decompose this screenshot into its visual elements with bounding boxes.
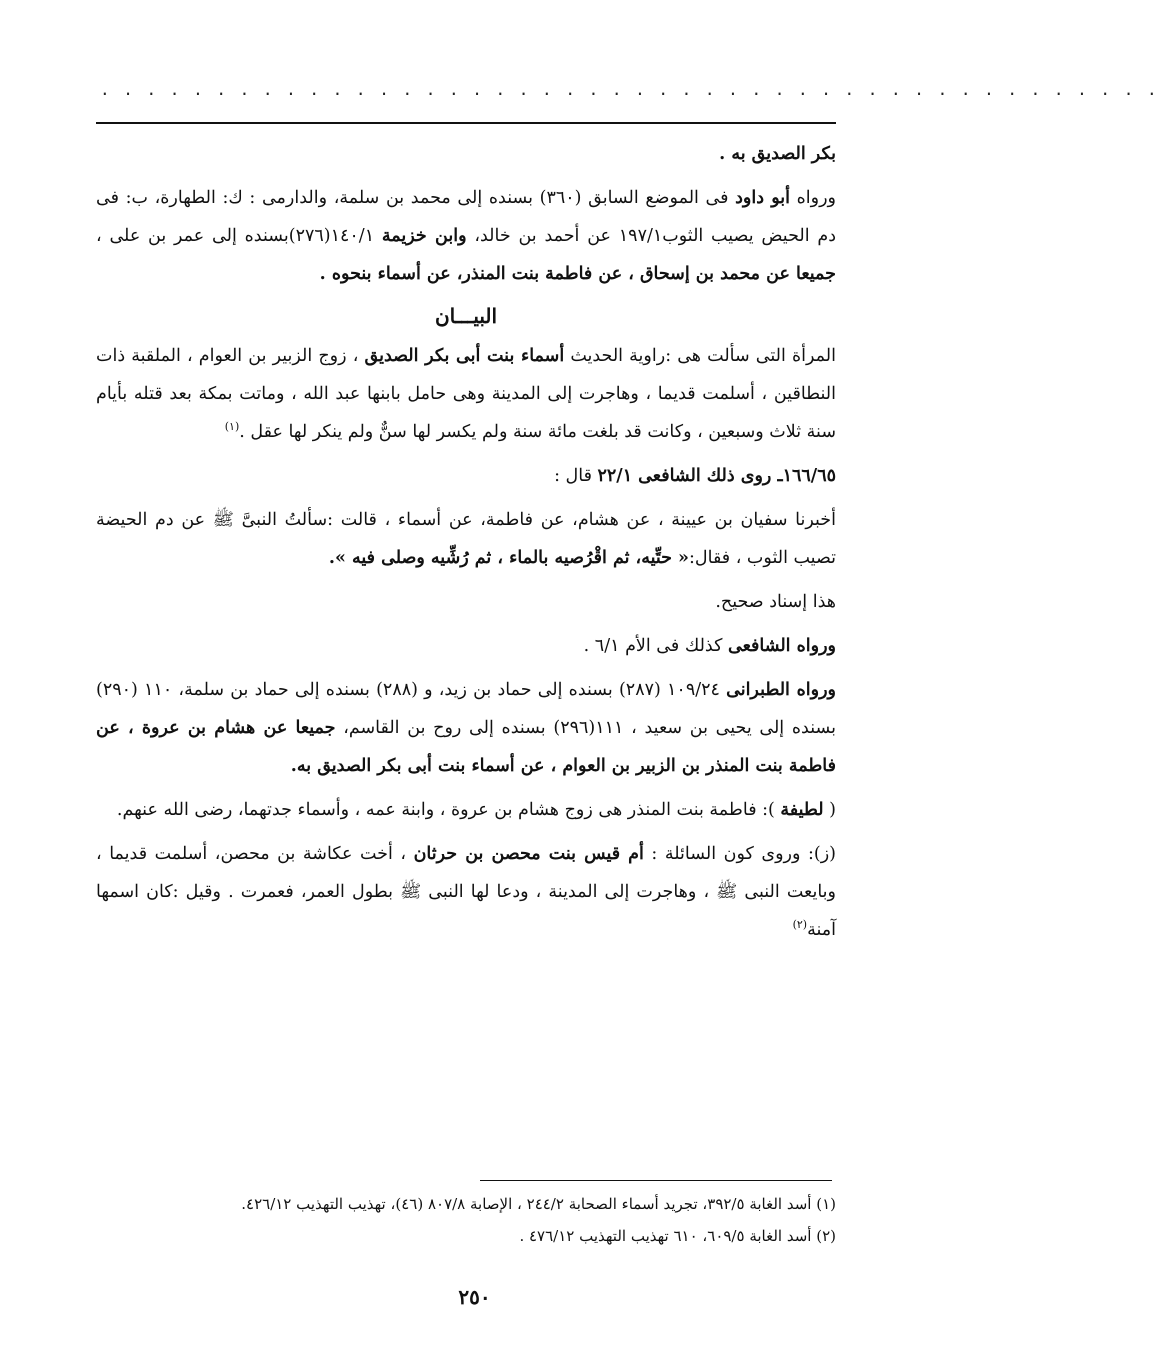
paragraph-zawaid — [96, 835, 836, 949]
text: أخبرنا سفيان بن عيينة ، عن هشام، عن فاطمة، عن أسماء ، قالت :سألتُ النبىَّ ﷺ عن دم الحيضة تصيب الثوب ، فقال: — [96, 510, 836, 568]
header-rule — [96, 122, 836, 124]
text: ): فاطمة بنت المنذر هى زوج هشام بن عروة ، وابنة عمه ، وأسماء جدتهما، رضى الله عنهم. — [116, 800, 781, 820]
text: ١٤٠/١(٢٧٦)بسنده إلى عمر بن على ، — [96, 226, 382, 246]
paragraph-abu-dawud — [96, 179, 836, 293]
hadith-number-line — [96, 457, 836, 495]
text: المرأة التى سألت هى :راوية الحديث — [564, 346, 836, 366]
section-heading: البيـــان — [434, 304, 498, 328]
footnote-1: (١) أسد الغابة ٣٩٢/٥، تجريد أسماء الصحابة ٢٤٤/٢ ، الإصابة ٨٠٧/٨ (٤٦)، تهذيب التهذيب ٤٢٦/١٢. — [241, 1195, 836, 1213]
text: قال : — [554, 466, 598, 486]
text-bold: وابن خزيمة — [381, 226, 467, 246]
text: ورواه — [789, 188, 837, 208]
text-bold: ورواه الشافعى — [727, 636, 836, 656]
text-bold: جميعا عن هشام بن عروة ، عن فاطمة بنت المنذر بن الزبير بن العوام ، عن أسماء بنت أبى بكر الصديق به. — [96, 718, 836, 776]
header-dotted-line: . . . . . . . . . . . . . . . . . . . . . . . . . . . . . . . . . . . . . . . . . . . . . . — [100, 80, 1159, 99]
text: ١٠٩/٢٤ (٢٨٧) بسنده إلى حماد بن زيد، و (٢٨٨) بسنده إلى حماد بن سلمة، ١١٠ (٢٩٠) بسنده إلى يحيى بن سعيد ، ١١١(٢٩٦) بسنده إلى روح بن القاسم، — [96, 680, 836, 738]
footnote-rule — [480, 1180, 832, 1181]
footnote-2: (٢) أسد الغابة ٦٠٩/٥، ٦١٠ تهذيب التهذيب ٤٧٦/١٢ . — [519, 1227, 836, 1245]
text-bold: لطيفة — [780, 800, 824, 820]
text: ، أخت عكاشة بن محصن، أسلمت قديما ، وبايعت النبى ﷺ ، وهاجرت إلى المدينة ، ودعا لها النبى ﷺ بطول العمر، فعمرت . وقيل :كان اسمها آمنة — [96, 844, 836, 940]
text: كذلك فى الأم ٦/١ . — [583, 636, 728, 656]
text-bold: أسماء بنت أبى بكر الصديق — [364, 346, 565, 366]
text: (ز): وروى كون السائلة : — [643, 844, 836, 864]
paragraph-latifa — [96, 791, 836, 829]
text-bold: « حتِّيه، ثم اقْرُصيه بالماء ، ثم رُشِّيه وصلى فيه ». — [328, 548, 689, 568]
paragraph-isnad — [96, 583, 836, 621]
text: ( — [823, 800, 836, 820]
text-bold: ورواه الطبرانى — [726, 680, 837, 700]
footnote-marker: (٢) — [792, 918, 808, 932]
paragraph-bayan — [96, 337, 836, 451]
text: هذا إسناد صحيح. — [715, 592, 836, 612]
text: فى الموضع السابق (٣٦٠) بسنده إلى محمد بن سلمة، والدارمى : ك: الطهارة، ب: فى دم الحيض يصيب الثوب١٩٧/١ عن أحمد بن خالد، — [96, 188, 836, 246]
footnote-marker: (١) — [224, 420, 240, 434]
paragraph-shafii — [96, 627, 836, 665]
text: ، زوج الزبير بن العوام ، الملقبة ذات النطاقين ، أسلمت قديما ، وهاجرت إلى المدينة وهى حامل بابنها عبد الله ، وماتت بمكة بعد قتله بأيام سنة ثلاث وسبعين ، وكانت قد بلغت مائة سنة ولم يكسر لها سنٌّ ولم ينكر لها عقل . — [96, 346, 836, 442]
text-bold: جميعا عن محمد بن إسحاق ، عن فاطمة بنت المنذر، عن أسماء بنحوه . — [319, 264, 836, 284]
paragraph-hadith-text — [96, 501, 836, 577]
text-bold: أبو داود — [735, 188, 790, 208]
footnotes — [96, 1188, 836, 1252]
text-bold: أم قيس بنت محصن بن حرثان — [413, 844, 644, 864]
paragraph-tabarani — [96, 671, 836, 785]
page-number: ٢٥٠ — [458, 1285, 491, 1309]
text-bold: ١٦٦/٦٥ـ روى ذلك الشافعى ٢٢/١ — [597, 466, 836, 486]
text-bold: بكر الصديق به . — [719, 144, 836, 164]
page-body — [96, 135, 836, 949]
paragraph-continuation — [96, 135, 836, 173]
